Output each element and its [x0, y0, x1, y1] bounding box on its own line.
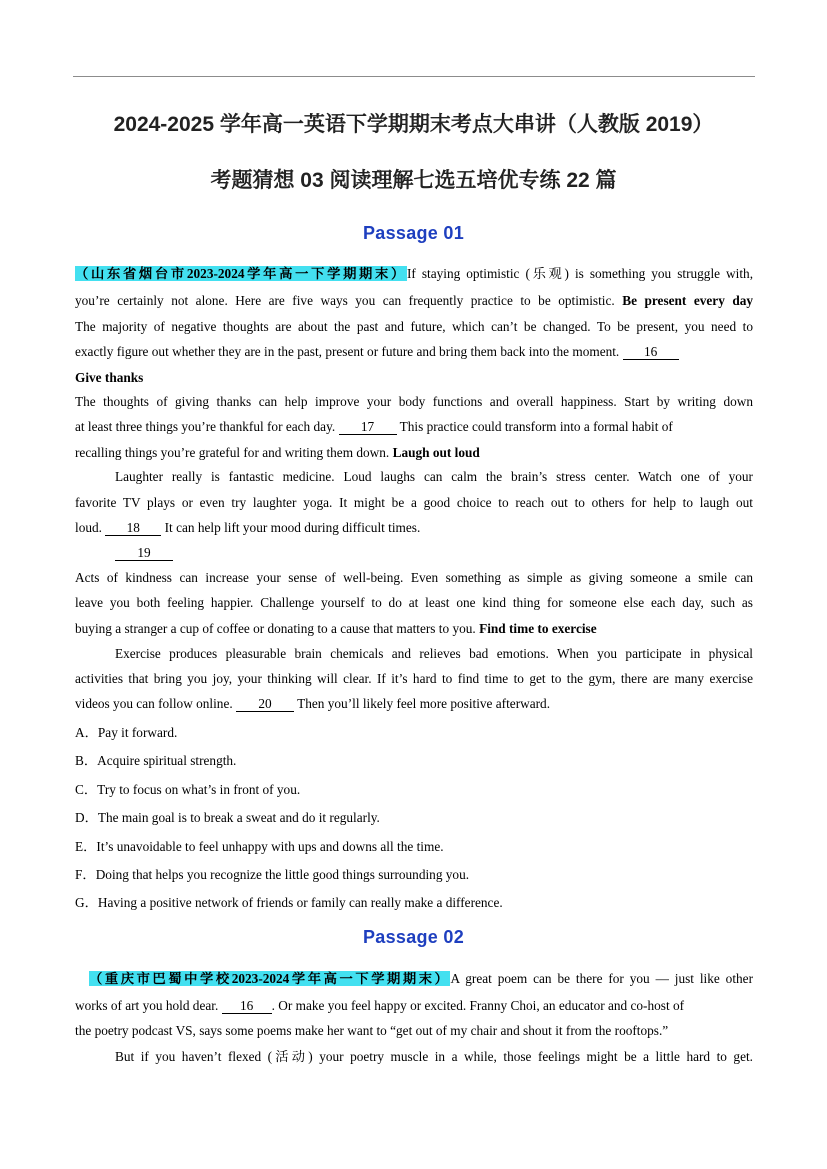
p1-line-10: favorite TV plays or even try laughter yoga. It might be a good choice to reach out to others for help to laugh out — [75, 495, 753, 510]
option-b[interactable]: B．Acquire spiritual strength. — [75, 753, 237, 768]
p1-line-11: loud. 18 It can help lift your mood during difficult times. — [75, 520, 421, 535]
option-f[interactable]: F．Doing that helps you recognize the little good things surrounding you. — [75, 867, 470, 882]
passage-02-heading: Passage 02 — [362, 927, 465, 947]
document-subtitle: 考题猜想 03 阅读理解七选五培优专练 22 篇 — [210, 169, 617, 192]
passage-01-heading: Passage 01 — [362, 223, 465, 243]
blank-20[interactable]: 20 — [236, 697, 294, 712]
p1-line-12 — [75, 544, 753, 562]
header-rule — [73, 76, 755, 77]
option-g[interactable]: G．Having a positive network of friends or family can really make a difference. — [75, 895, 503, 910]
blank-17[interactable]: 17 — [339, 420, 397, 435]
p1-line-14: leave you both feeling happier. Challenge yourself to do at least one kind thing for someone else each day, such as — [75, 595, 753, 610]
p1-line-18: videos you can follow online. 20 Then you’ll likely feel more positive afterward. — [75, 696, 551, 711]
p1-line-13: Acts of kindness can increase your sense of well-being. Even something as simple as giving someone a smile can — [75, 570, 753, 585]
p1-line-3: The majority of negative thoughts are about the past and future, which can’t be changed. To be present, you need to — [75, 319, 753, 334]
p1-line-1: （山东省烟台市2023-2024学年高一下学期期末）If staying optimistic (乐观) is something you struggle with, — [75, 266, 754, 281]
heading-find-time: Find time to exercise — [479, 621, 597, 636]
option-e[interactable]: E．It’s unavoidable to feel unhappy with ups and downs all the time. — [75, 839, 444, 854]
option-a[interactable]: A．Pay it forward. — [75, 725, 178, 740]
p2-line-4: But if you haven’t flexed (活动) your poetry muscle in a while, those feelings might be a little hard to get. — [115, 1049, 753, 1064]
option-c[interactable]: C．Try to focus on what’s in front of you. — [75, 782, 301, 797]
p2-line-2: works of art you hold dear. 16 . Or make you feel happy or excited. Franny Choi, an educator and co-host of — [75, 998, 685, 1013]
p1-source-badge: （山东省烟台市2023-2024学年高一下学期期末） — [75, 266, 407, 281]
p1-line-15: buying a stranger a cup of coffee or donating to a cause that matters to you. Find time to exercise — [75, 621, 597, 636]
heading-laugh-out-loud: Laugh out loud — [392, 445, 480, 460]
p2-source-badge: （重庆市巴蜀中学校2023-2024学年高一下学期期末） — [89, 971, 451, 986]
p1-line-7: at least three things you’re thankful for each day. 17 This practice could transform into a formal habit of — [75, 419, 673, 434]
p2-line-3: the poetry podcast VS, says some poems make her want to “get out of my chair and shout it from the rooftops.” — [75, 1023, 669, 1038]
heading-be-present: Be present every day — [622, 293, 754, 308]
p1-line-17: activities that bring you joy, your thinking will clear. If it’s hard to find time to get to the gym, there are many exercise — [75, 671, 753, 686]
blank-19[interactable]: 19 — [115, 546, 173, 561]
p2-blank-16[interactable]: 16 — [222, 999, 272, 1014]
p1-line-16: Exercise produces pleasurable brain chemicals and relieves bad emotions. When you participate in physical — [115, 646, 753, 661]
option-d[interactable]: D．The main goal is to break a sweat and do it regularly. — [75, 810, 380, 825]
p1-line-8: recalling things you’re grateful for and writing them down. Laugh out loud — [75, 445, 480, 460]
p1-line-2: you’re certainly not alone. Here are five ways you can frequently practice to be optimistic. Be present every day — [75, 293, 754, 308]
blank-18[interactable]: 18 — [105, 521, 161, 536]
blank-16[interactable]: 16 — [623, 345, 679, 360]
p2-line-1: （重庆市巴蜀中学校2023-2024学年高一下学期期末）A great poem can be there for you — just like other — [89, 971, 753, 986]
p1-line-4: exactly figure out whether they are in the past, present or future and bring them back into the moment. 16 — [75, 343, 753, 361]
heading-give-thanks: Give thanks — [75, 370, 144, 385]
document-title: 2024-2025 学年高一英语下学期期末考点大串讲（人教版 2019） — [113, 113, 714, 136]
p1-line-9: Laughter really is fantastic medicine. Loud laughs can calm the brain’s stress center. Watch one of your — [115, 469, 753, 484]
p1-line-6: The thoughts of giving thanks can help improve your body functions and overall happiness. Start by writing down — [75, 394, 753, 409]
